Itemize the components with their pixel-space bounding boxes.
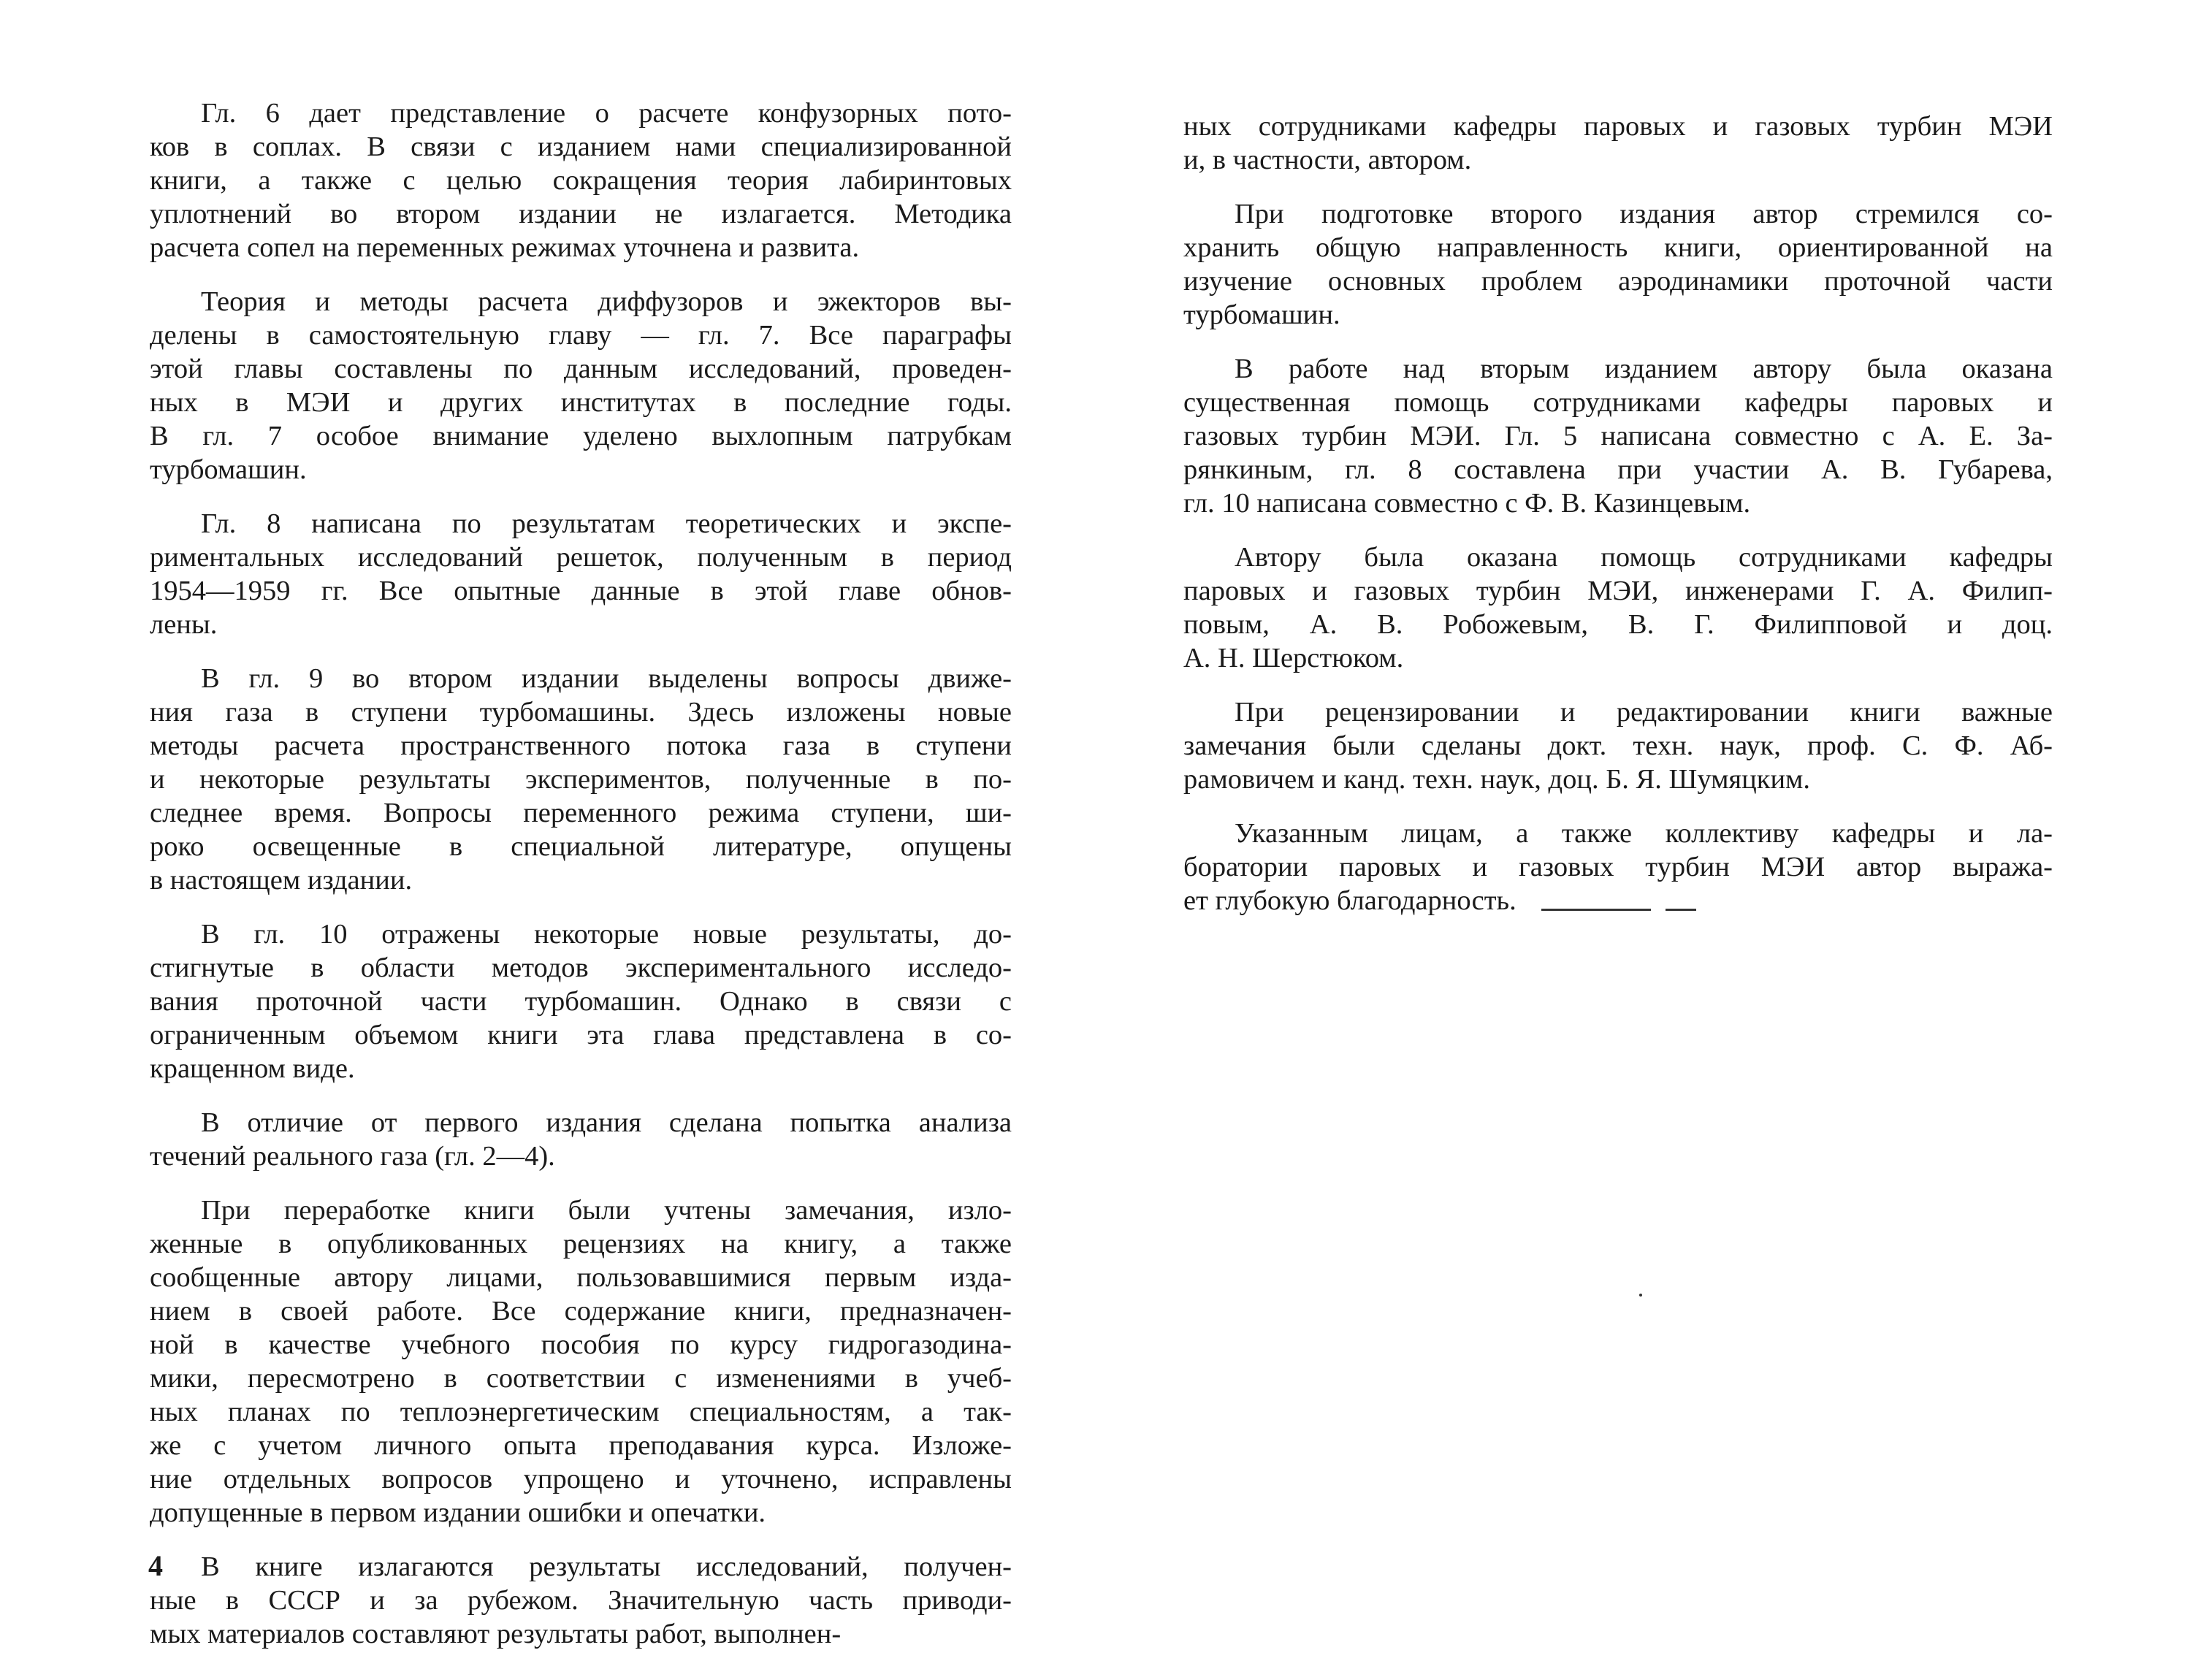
text-line: ограниченным объемом книги эта глава представлена в со- [150, 1020, 1012, 1050]
text-line: этой главы составлены по данным исследований, проведен- [150, 354, 1012, 384]
text-line: повым, А. В. Робожевым, В. Г. Филипповой и доц. [1183, 609, 2053, 640]
text-line: и, в частности, автором. [1183, 145, 1472, 175]
text-line: женные в опубликованных рецензиях на книгу, а также [150, 1229, 1012, 1259]
text-line: турбомашин. [150, 454, 307, 485]
text-line: Теория и методы расчета диффузоров и эжекторов вы- [201, 286, 1012, 317]
section-end-ornament [1541, 909, 1696, 912]
text-line: При переработке книги были учтены замечания, изло- [201, 1195, 1012, 1226]
text-line: ных планах по теплоэнергетическим специальностям, а так- [150, 1397, 1012, 1427]
paragraph [150, 662, 1012, 897]
text-line: А. Н. Шерстюком. [1183, 643, 1404, 673]
left-page [150, 96, 1012, 1671]
text-line: В гл. 9 во втором издании выделены вопросы движе- [201, 663, 1012, 694]
paragraph [150, 917, 1012, 1085]
text-line: паровых и газовых турбин МЭИ, инженерами Г. А. Филип- [1183, 576, 2053, 606]
text-line: мики, пересмотрено в соответствии с изменениями в учеб- [150, 1363, 1012, 1394]
text-line: газовых турбин МЭИ. Гл. 5 написана совместно с А. Е. За- [1183, 421, 2053, 451]
paragraph [1183, 110, 2053, 177]
text-line: При рецензировании и редактировании книги важные [1235, 697, 2053, 728]
paragraph [150, 1194, 1012, 1530]
text-line: стигнутые в области методов экспериментального исследо- [150, 952, 1012, 983]
text-line: сообщенные автору лицами, пользовавшимися первым изда- [150, 1262, 1012, 1293]
text-line: книги, а также с целью сокращения теория лабиринтовых [150, 165, 1012, 196]
text-line: При подготовке второго издания автор стремился со- [1235, 199, 2053, 229]
paragraph [150, 285, 1012, 486]
text-line: ния газа в ступени турбомашины. Здесь изложены новые [150, 697, 1012, 728]
text-line: гл. 10 написана совместно с Ф. В. Казинцевым. [1183, 488, 1751, 519]
paragraph [150, 1550, 1012, 1651]
text-line: ков в соплах. В связи с изданием нами специализированной [150, 131, 1012, 162]
text-line: ных в МЭИ и других институтах в последние годы. [150, 387, 1012, 418]
text-line: 1954—1959 гг. Все опытные данные в этой главе обнов- [150, 576, 1012, 606]
text-line: мых материалов составляют результаты работ, выполнен- [150, 1619, 842, 1649]
paragraph [1183, 197, 2053, 332]
text-line: и некоторые результаты экспериментов, полученные в по- [150, 764, 1012, 795]
paragraph [150, 96, 1012, 264]
text-line: кращенном виде. [150, 1053, 355, 1084]
text-line: В книге излагаются результаты исследований, получен- [201, 1551, 1012, 1582]
text-line: ные в СССР и за рубежом. Значительную часть приводи- [150, 1585, 1012, 1616]
text-line: вания проточной части турбомашин. Однако в связи с [150, 986, 1012, 1017]
text-line: ние отдельных вопросов упрощено и уточнено, исправлены [150, 1464, 1012, 1494]
paragraph [150, 507, 1012, 641]
text-line: рамовичем и канд. техн. наук, доц. Б. Я. Шумяцким. [1183, 764, 1811, 795]
text-line: следнее время. Вопросы переменного режима ступени, ши- [150, 798, 1012, 828]
text-line: ных сотрудниками кафедры паровых и газовых турбин МЭИ [1183, 111, 2053, 142]
text-line: Автору была оказана помощь сотрудниками кафедры [1235, 542, 2053, 573]
text-line: допущенные в первом издании ошибки и опечатки. [150, 1497, 766, 1528]
text-line: В гл. 7 особое внимание уделено выхлопным патрубкам [150, 421, 1012, 451]
text-line: В отличие от первого издания сделана попытка анализа [201, 1107, 1012, 1138]
paragraph [1183, 352, 2053, 520]
text-line: замечания были сделаны докт. техн. наук, проф. С. Ф. Аб- [1183, 730, 2053, 761]
text-line: В гл. 10 отражены некоторые новые результаты, до- [201, 919, 1012, 950]
text-line: турбомашин. [1183, 299, 1340, 330]
text-line: течений реального газа (гл. 2—4). [150, 1141, 555, 1172]
text-line: роко освещенные в специальной литературе, опущены [150, 831, 1012, 862]
text-line: в настоящем издании. [150, 865, 413, 896]
paragraph [1183, 541, 2053, 675]
text-line: ной в качестве учебного пособия по курсу гидрогазодина- [150, 1329, 1012, 1360]
text-line: же с учетом личного опыта преподавания курса. Изложе- [150, 1430, 1012, 1461]
paragraph [1183, 817, 2053, 917]
text-line: нием в своей работе. Все содержание книги, предназначен- [150, 1296, 1012, 1326]
text-line: методы расчета пространственного потока газа в ступени [150, 730, 1012, 761]
text-line: риментальных исследований решеток, полученным в период [150, 542, 1012, 573]
page-number: 4 [148, 1549, 163, 1582]
text-line: ет глубокую благодарность. [1183, 885, 1516, 916]
text-line: рянкиным, гл. 8 составлена при участии А. В. Губарева, [1183, 454, 2053, 485]
text-line: Гл. 6 дает представление о расчете конфузорных пото- [201, 98, 1012, 129]
paragraph [150, 1106, 1012, 1173]
text-line: Указанным лицам, а также коллективу кафедры и ла- [1235, 818, 2053, 849]
text-line: Гл. 8 написана по результатам теоретических и экспе- [201, 508, 1012, 539]
text-line: изучение основных проблем аэродинамики проточной части [1183, 266, 2053, 297]
right-page [1183, 110, 2053, 938]
text-line: лены. [150, 609, 218, 640]
text-line: боратории паровых и газовых турбин МЭИ автор выража- [1183, 852, 2053, 882]
text-line: делены в самостоятельную главу — гл. 7. Все параграфы [150, 320, 1012, 351]
text-line: существенная помощь сотрудниками кафедры паровых и [1183, 387, 2053, 418]
text-line: В работе над вторым изданием автору была оказана [1235, 354, 2053, 384]
text-line: расчета сопел на переменных режимах уточнена и развита. [150, 232, 860, 263]
text-line: хранить общую направленность книги, ориентированной на [1183, 232, 2053, 263]
print-speck [1639, 1294, 1642, 1297]
text-line: уплотнений во втором издании не излагается. Методика [150, 199, 1012, 229]
paragraph [1183, 695, 2053, 796]
